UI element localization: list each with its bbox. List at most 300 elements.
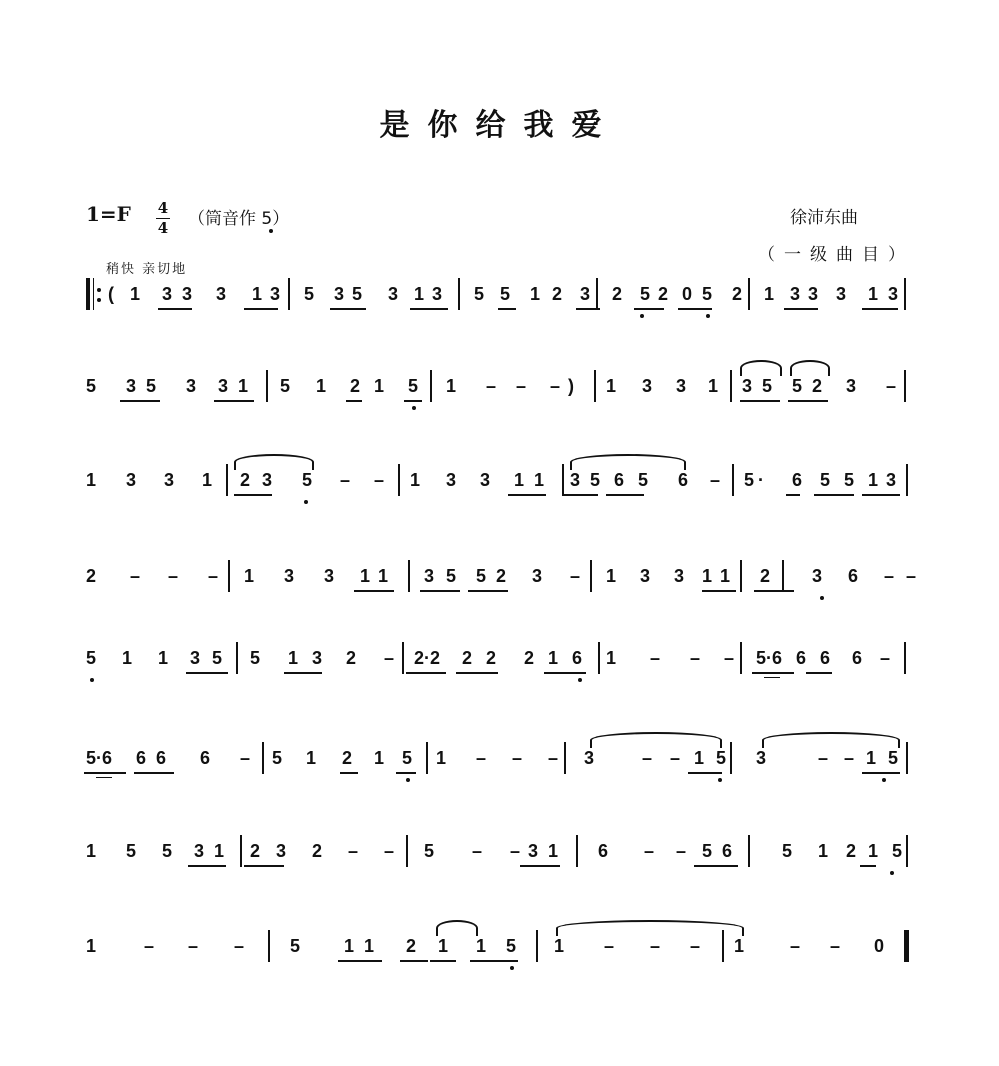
note: 3: [836, 284, 847, 304]
note: 1: [252, 284, 263, 304]
barline: [732, 464, 734, 496]
barline: [398, 464, 400, 496]
barline: [906, 742, 908, 774]
note: 3: [640, 566, 651, 586]
note: 3: [584, 748, 595, 768]
note: 2: [406, 936, 417, 956]
note: 1: [360, 566, 371, 586]
note: 6: [136, 748, 147, 768]
note: 1: [720, 566, 731, 586]
barline: [288, 278, 290, 310]
note: 1: [238, 376, 249, 396]
note: 3: [886, 470, 897, 490]
note: 6: [848, 566, 859, 586]
sustain-dash: –: [384, 648, 395, 668]
sustain-dash: –: [604, 936, 615, 956]
barline: [730, 370, 732, 402]
note: 2: [486, 648, 497, 668]
sustain-dash: –: [144, 936, 155, 956]
low-octave-dot: [820, 596, 824, 600]
barline: [228, 560, 230, 592]
beam-underline: [508, 494, 546, 496]
note: 3: [126, 376, 137, 396]
slur: [762, 732, 900, 748]
note: 5·6: [86, 748, 113, 768]
repeat-barline: [268, 930, 270, 962]
note: 2: [760, 566, 771, 586]
beam-underline: [244, 308, 278, 310]
barline: [262, 742, 264, 774]
barline: [590, 560, 592, 592]
repeat-dot: [97, 288, 101, 292]
note: 5: [352, 284, 363, 304]
score-row: [86, 368, 912, 408]
note: 5: [892, 841, 903, 861]
beam-underline: [234, 494, 272, 496]
beam-underline: [354, 590, 394, 592]
slur: [436, 920, 478, 936]
note: 1: [436, 748, 447, 768]
barline: [266, 370, 268, 402]
sustain-dash: –: [208, 566, 219, 586]
beam-underline: [158, 308, 192, 310]
double-beam-underline: [764, 677, 780, 678]
note: 5: [716, 748, 727, 768]
sustain-dash: –: [650, 648, 661, 668]
beam-underline: [396, 772, 416, 774]
low-octave-dot: [406, 778, 410, 782]
composer: 徐沛东曲: [790, 208, 858, 228]
note: 6: [820, 648, 831, 668]
barline: [562, 464, 564, 496]
note: 3: [164, 470, 175, 490]
beam-underline: [520, 865, 560, 867]
score-row: [86, 740, 912, 780]
sustain-dash: –: [130, 566, 141, 586]
sustain-dash: –: [690, 648, 701, 668]
barline: [748, 835, 750, 867]
note: 3: [270, 284, 281, 304]
note: 5: [474, 284, 485, 304]
sustain-dash: –: [642, 748, 653, 768]
note: 5·6: [756, 648, 783, 668]
note: 5: [402, 748, 413, 768]
note: 3: [388, 284, 399, 304]
note: 3: [528, 841, 539, 861]
slur: [590, 732, 722, 748]
barline: [904, 642, 906, 674]
sustain-dash: –: [906, 566, 917, 586]
note: 5: [744, 470, 755, 490]
sustain-dash: –: [168, 566, 179, 586]
barline: [748, 278, 750, 310]
note: 6: [852, 648, 863, 668]
note: 1: [534, 470, 545, 490]
note: 3: [642, 376, 653, 396]
beam-underline: [634, 308, 664, 310]
note: 5: [280, 376, 291, 396]
low-octave-dot: [412, 406, 416, 410]
beam-underline: [338, 960, 382, 962]
note: 1: [866, 748, 877, 768]
sustain-dash: –: [818, 748, 829, 768]
beam-underline: [702, 590, 736, 592]
barline: [458, 278, 460, 310]
barline: [730, 742, 732, 774]
note: 1: [316, 376, 327, 396]
beam-underline: [120, 400, 160, 402]
note: 1: [122, 648, 133, 668]
low-octave-dot: [90, 678, 94, 682]
note: 1: [130, 284, 141, 304]
barline: [782, 560, 784, 592]
note: 3: [312, 648, 323, 668]
sustain-dash: –: [476, 748, 487, 768]
sustain-dash: –: [570, 566, 581, 586]
sustain-dash: –: [650, 936, 661, 956]
note: 3: [334, 284, 345, 304]
note: 3: [808, 284, 819, 304]
beam-underline: [404, 400, 422, 402]
beam-underline: [406, 672, 446, 674]
sustain-dash: –: [670, 748, 681, 768]
beam-underline: [346, 400, 362, 402]
slur: [234, 454, 314, 470]
note: 1: [734, 936, 745, 956]
beam-underline: [678, 308, 712, 310]
note: 1: [530, 284, 541, 304]
note: 5: [500, 284, 511, 304]
barline: [740, 560, 742, 592]
barline: [904, 278, 906, 310]
note: 2: [250, 841, 261, 861]
barline-symbol: [902, 936, 903, 937]
note: 6: [796, 648, 807, 668]
barline: [426, 742, 428, 774]
beam-underline: [694, 865, 738, 867]
note: 1: [86, 470, 97, 490]
note: 1: [694, 748, 705, 768]
note: (: [108, 284, 114, 304]
note: 1: [378, 566, 389, 586]
repeat-start-thin-barline: [93, 278, 94, 310]
note: 2: [496, 566, 507, 586]
beam-underline: [740, 400, 780, 402]
note: 2: [552, 284, 563, 304]
note: 2: [240, 470, 251, 490]
note: 5: [702, 284, 713, 304]
note: 2·2: [414, 648, 441, 668]
note: 0: [682, 284, 693, 304]
low-octave-dot: [269, 229, 273, 233]
note: 1: [438, 936, 449, 956]
sustain-dash: –: [884, 566, 895, 586]
barline: [906, 464, 908, 496]
barline: [598, 642, 600, 674]
note: 2: [350, 376, 361, 396]
note: 1: [410, 470, 421, 490]
note: 5: [590, 470, 601, 490]
note: 6: [722, 841, 733, 861]
barline: [594, 370, 596, 402]
note: 3: [284, 566, 295, 586]
low-octave-dot: [640, 314, 644, 318]
beam-underline: [606, 494, 644, 496]
barline: [430, 370, 432, 402]
note: 1: [818, 841, 829, 861]
note: 3: [324, 566, 335, 586]
note: 0: [874, 936, 885, 956]
sustain-dash: –: [512, 748, 523, 768]
barline: [236, 642, 238, 674]
note: 5: [888, 748, 899, 768]
sustain-dash: –: [240, 748, 251, 768]
note: 1: [606, 376, 617, 396]
note: 3: [532, 566, 543, 586]
note: 3: [262, 470, 273, 490]
slur: [740, 360, 782, 376]
note: 3: [580, 284, 591, 304]
beam-underline: [752, 672, 794, 674]
beam-underline: [84, 772, 126, 774]
beam-underline: [244, 865, 284, 867]
beam-underline: [420, 590, 460, 592]
note: 1: [514, 470, 525, 490]
note: 1: [868, 470, 879, 490]
note: 5: [820, 470, 831, 490]
time-signature-numerator: 4: [157, 199, 169, 217]
note: 3: [888, 284, 899, 304]
beam-underline: [340, 772, 358, 774]
note: 1: [554, 936, 565, 956]
repeat-dot: [97, 298, 101, 302]
beam-underline: [862, 772, 900, 774]
sustain-dash: –: [710, 470, 721, 490]
note: 1: [476, 936, 487, 956]
note: 3: [218, 376, 229, 396]
note: 1: [158, 648, 169, 668]
time-signature-denominator: 4: [157, 219, 169, 237]
note: 1: [446, 376, 457, 396]
note: 3: [194, 841, 205, 861]
note: 3: [162, 284, 173, 304]
note: 3: [190, 648, 201, 668]
barline: [406, 835, 408, 867]
sustain-dash: –: [880, 648, 891, 668]
note: 1: [868, 841, 879, 861]
tuning-note: （筒音作 5）: [188, 209, 290, 229]
note: 2: [86, 566, 97, 586]
note: 3: [742, 376, 753, 396]
note: 5: [638, 470, 649, 490]
note: ): [568, 376, 574, 396]
note: 5: [476, 566, 487, 586]
beam-underline: [400, 960, 428, 962]
note: 2: [462, 648, 473, 668]
beam-underline: [862, 308, 898, 310]
note: 5: [86, 376, 97, 396]
note: 5: [272, 748, 283, 768]
sustain-dash: –: [188, 936, 199, 956]
beam-underline: [410, 308, 448, 310]
note: 5: [506, 936, 517, 956]
score-row: [86, 558, 917, 598]
score-row: [86, 462, 912, 502]
note: 3: [186, 376, 197, 396]
note: 3: [126, 470, 137, 490]
note: 3: [432, 284, 443, 304]
sustain-dash: –: [724, 648, 735, 668]
sustain-dash: –: [790, 936, 801, 956]
low-octave-dot: [718, 778, 722, 782]
note: 1: [868, 284, 879, 304]
beam-underline: [576, 308, 600, 310]
note: ·: [758, 470, 764, 490]
sustain-dash: –: [234, 936, 245, 956]
sustain-dash: –: [690, 936, 701, 956]
beam-underline: [784, 308, 818, 310]
note: 5: [290, 936, 301, 956]
note: 5: [424, 841, 435, 861]
note: 1: [374, 376, 385, 396]
note: 2: [846, 841, 857, 861]
barline: [402, 642, 404, 674]
note: 1: [344, 936, 355, 956]
beam-underline: [564, 494, 598, 496]
sustain-dash: –: [340, 470, 351, 490]
note: 6: [572, 648, 583, 668]
beam-underline: [456, 672, 498, 674]
sustain-dash: –: [384, 841, 395, 861]
sustain-dash: –: [886, 376, 897, 396]
double-beam-underline: [96, 777, 112, 778]
beam-underline: [754, 590, 794, 592]
low-octave-dot: [578, 678, 582, 682]
note: 5: [146, 376, 157, 396]
note: 5: [782, 841, 793, 861]
sustain-dash: –: [510, 841, 521, 861]
note: 1: [548, 841, 559, 861]
sustain-dash: –: [516, 376, 527, 396]
sustain-dash: –: [486, 376, 497, 396]
score-title: 是你给我爱: [379, 108, 620, 143]
note: 1: [364, 936, 375, 956]
note: 1: [764, 284, 775, 304]
key-signature: 1=F: [86, 202, 131, 226]
repeat-start-barline: [86, 278, 90, 310]
beam-underline: [544, 672, 586, 674]
note: 3: [480, 470, 491, 490]
note: 5: [702, 841, 713, 861]
sustain-dash: –: [548, 748, 559, 768]
note: 5: [302, 470, 313, 490]
slur: [556, 920, 744, 936]
note: 1: [86, 841, 97, 861]
note: 5: [126, 841, 137, 861]
note: 2: [658, 284, 669, 304]
note: 1: [244, 566, 255, 586]
note: 3: [812, 566, 823, 586]
sustain-dash: –: [348, 841, 359, 861]
note: 2: [732, 284, 743, 304]
slur: [790, 360, 830, 376]
note: 3: [424, 566, 435, 586]
beam-underline: [284, 672, 322, 674]
score-row: [86, 833, 912, 873]
barline: [240, 835, 242, 867]
note: 5: [762, 376, 773, 396]
score-row: [86, 928, 912, 968]
note: 3: [216, 284, 227, 304]
note: 2: [346, 648, 357, 668]
beam-underline: [470, 960, 518, 962]
barline: [226, 464, 228, 496]
note: 5: [250, 648, 261, 668]
note: 3: [676, 376, 687, 396]
low-octave-dot: [510, 966, 514, 970]
note: 6: [598, 841, 609, 861]
note: 3: [182, 284, 193, 304]
low-octave-dot: [304, 500, 308, 504]
barline: [564, 742, 566, 774]
note: 5: [792, 376, 803, 396]
note: 1: [288, 648, 299, 668]
note: 1: [606, 566, 617, 586]
tempo-marking: 稍快 亲切地: [106, 262, 188, 277]
note: 1: [548, 648, 559, 668]
note: 3: [570, 470, 581, 490]
beam-underline: [814, 494, 854, 496]
note: 5: [408, 376, 419, 396]
note: 5: [640, 284, 651, 304]
note: 3: [276, 841, 287, 861]
sustain-dash: –: [550, 376, 561, 396]
score-row: [86, 640, 912, 680]
sustain-dash: –: [472, 841, 483, 861]
barline: [408, 560, 410, 592]
note: 1: [374, 748, 385, 768]
beam-underline: [862, 494, 900, 496]
note: 6: [678, 470, 689, 490]
note: 5: [844, 470, 855, 490]
note: 1: [202, 470, 213, 490]
note: 6: [614, 470, 625, 490]
beam-underline: [134, 772, 174, 774]
note: 1: [708, 376, 719, 396]
low-octave-dot: [706, 314, 710, 318]
note: 2: [812, 376, 823, 396]
beam-underline: [430, 960, 456, 962]
barline: [740, 642, 742, 674]
note: 2: [342, 748, 353, 768]
barline: [536, 930, 538, 962]
beam-underline: [186, 672, 228, 674]
barline: [906, 835, 908, 867]
barline: [576, 835, 578, 867]
barline-symbol: [266, 936, 267, 937]
grade-level: （一级曲目）: [758, 245, 914, 265]
barline: [904, 370, 906, 402]
note: 6: [156, 748, 167, 768]
note: 6: [200, 748, 211, 768]
sustain-dash: –: [676, 841, 687, 861]
note: 5: [446, 566, 457, 586]
beam-underline: [688, 772, 722, 774]
note: 5: [212, 648, 223, 668]
note: 1: [214, 841, 225, 861]
note: 3: [756, 748, 767, 768]
note: 6: [792, 470, 803, 490]
